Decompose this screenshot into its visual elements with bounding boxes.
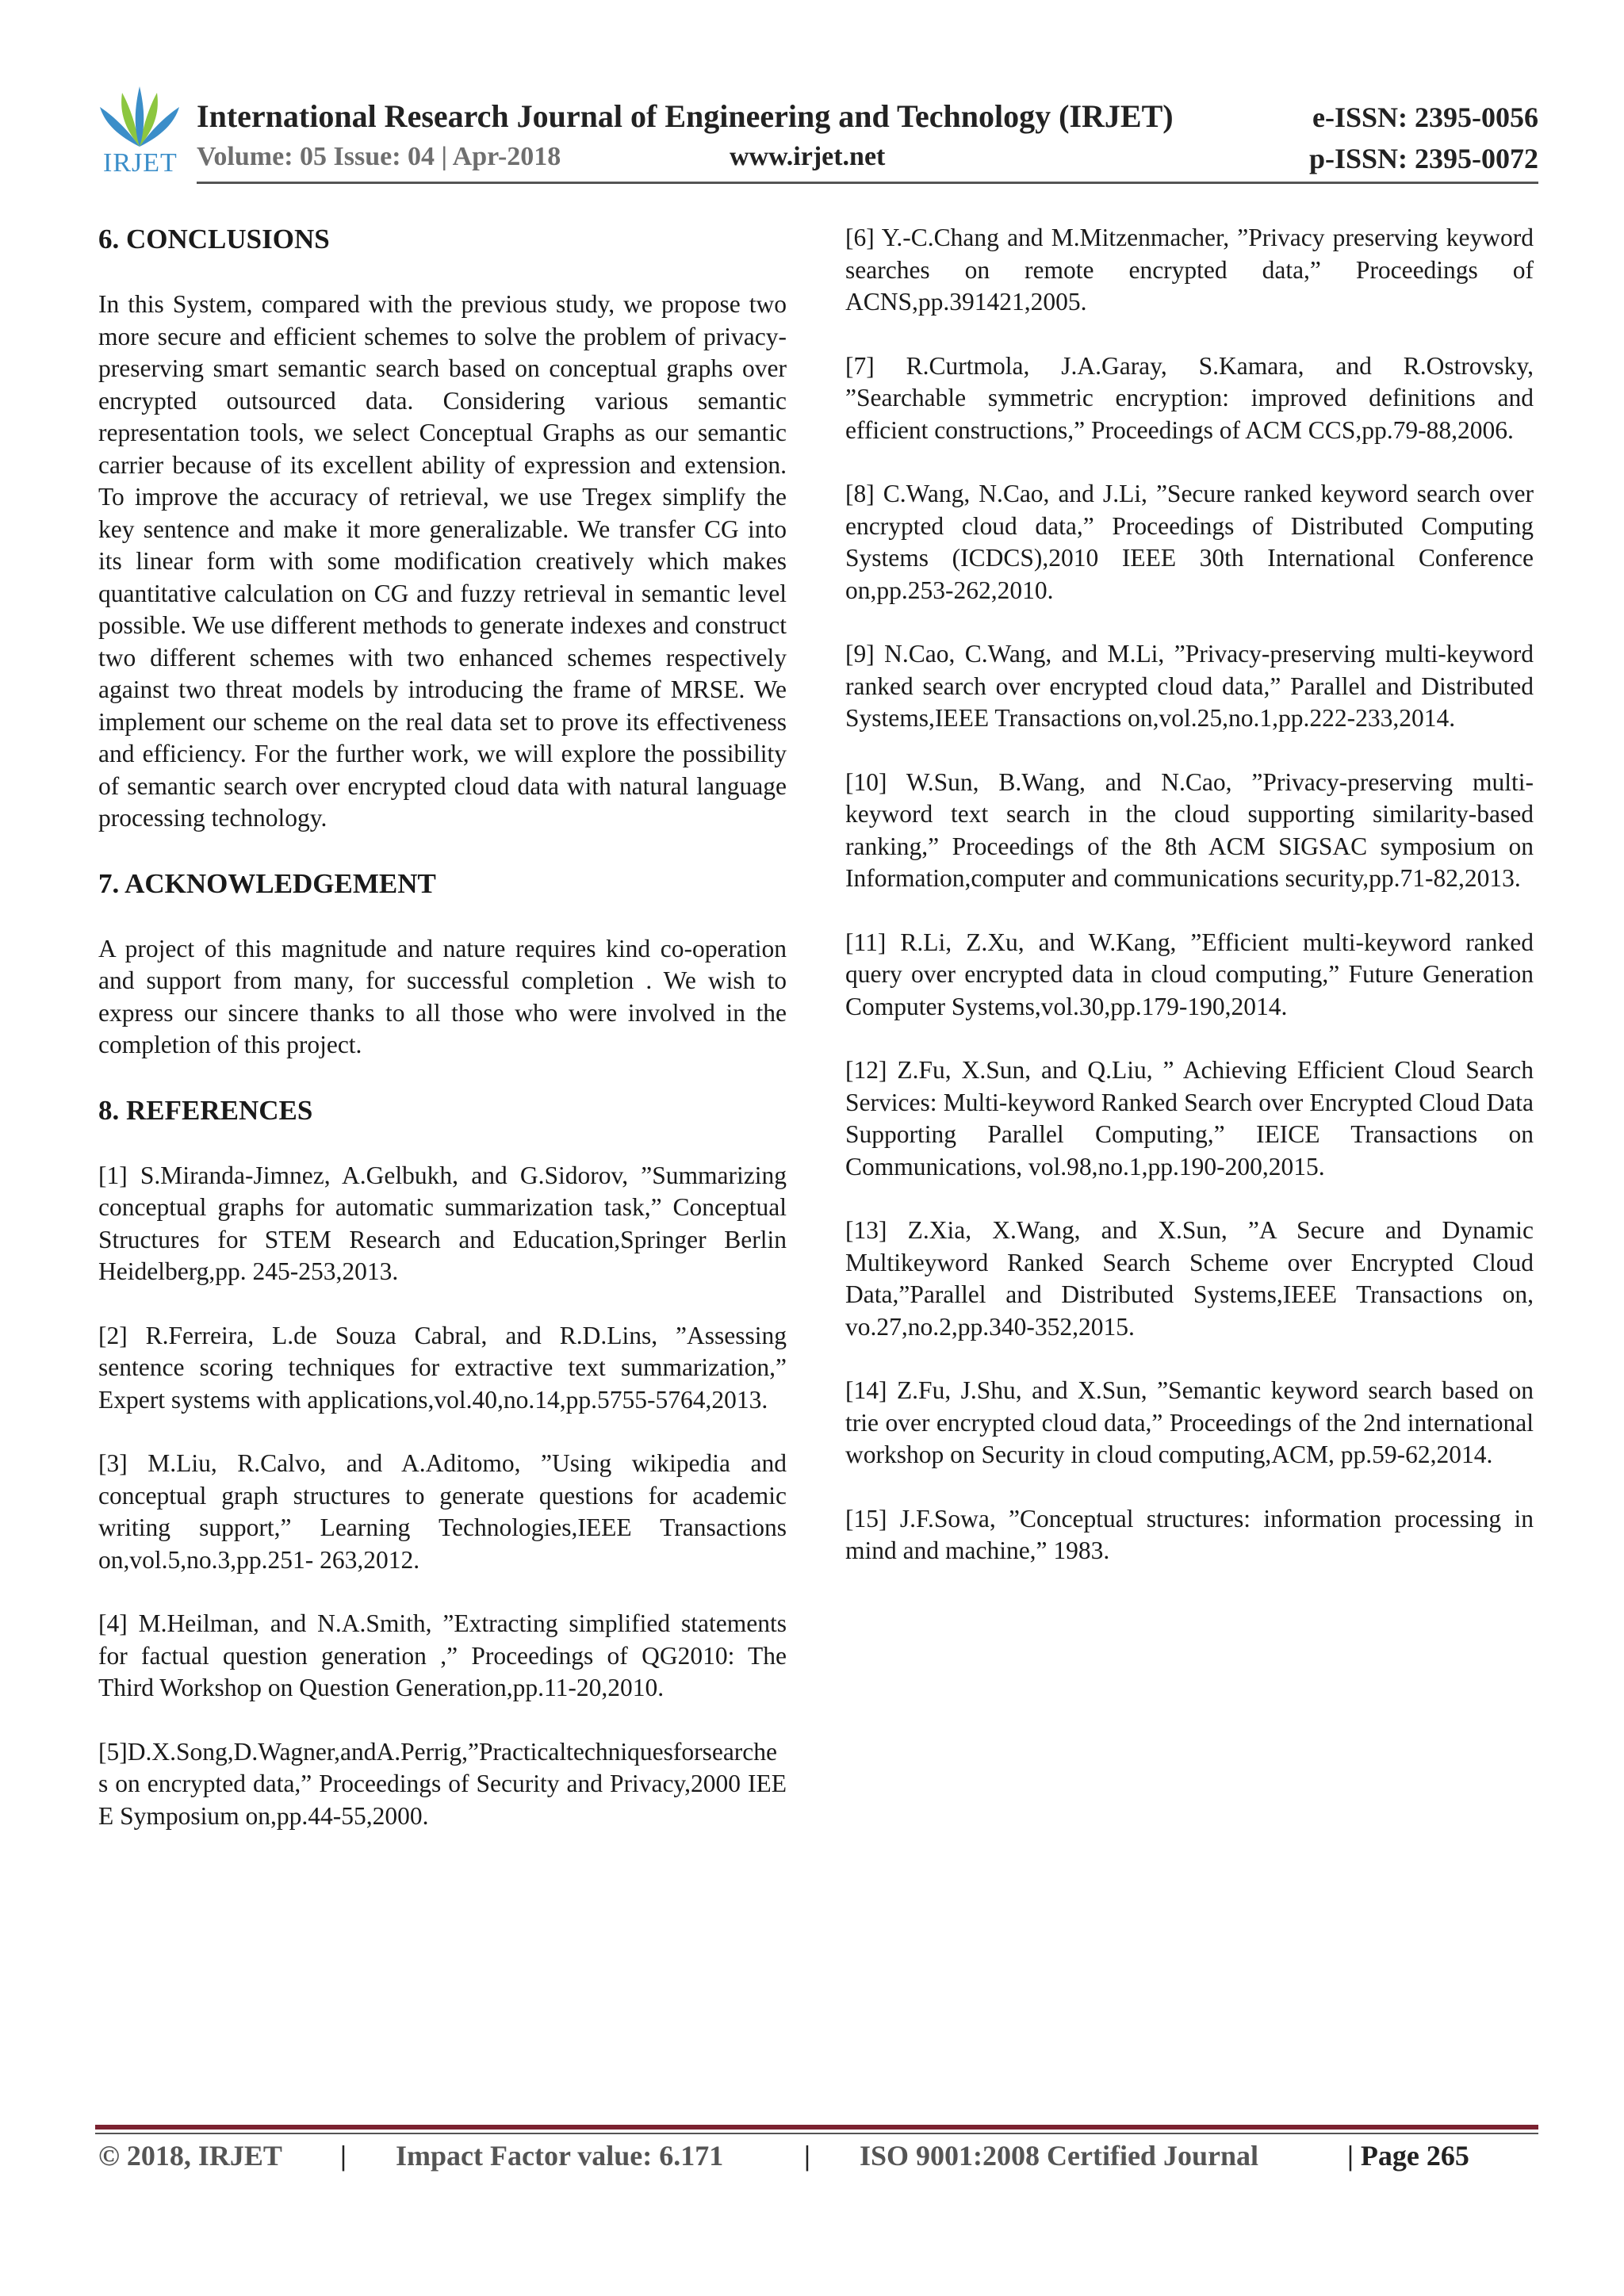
acknowledgement-heading: 7. ACKNOWLEDGEMENT xyxy=(98,867,436,899)
left-column xyxy=(98,222,787,1864)
reference-item: [1] S.Miranda-Jimnez, A.Gelbukh, and G.Sidorov, ”Summarizing conceptual graphs for automatic summarization task,” Conceptual Structures for STEM Research and Education,Springer Berlin Heidelberg,pp. 245-253,2013. xyxy=(98,1161,787,1285)
reference-item: [6] Y.-C.Chang and M.Mitzenmacher, ”Privacy preserving keyword searches on remote encrypted data,” Proceedings of ACNS,pp.391421,2005. xyxy=(845,224,1534,316)
reference-item: [9] N.Cao, C.Wang, and M.Li, ”Privacy-preserving multi-keyword ranked search over encrypted cloud data,” Parallel and Distributed Systems,IEEE Transactions on,vol.25,no.1,pp.222-233,2014. xyxy=(845,640,1534,732)
page-footer xyxy=(98,2139,1542,2187)
footer-impact-factor: Impact Factor value: 6.171 xyxy=(396,2140,724,2172)
reference-item: [11] R.Li, Z.Xu, and W.Kang, ”Efficient multi-keyword ranked query over encrypted data in cloud computing,” Future Generation Computer Systems,vol.30,pp.179-190,2014. xyxy=(845,928,1534,1020)
volume-line: Volume: 05 Issue: 04 | Apr-2018 xyxy=(197,142,561,171)
reference-item: [3] M.Liu, R.Calvo, and A.Aditomo, ”Using wikipedia and conceptual graph structures to generate questions for academic writing support,” Learning Technologies,IEEE Transactions on,vol.5,no.3,pp.251- 263,2012. xyxy=(98,1449,787,1574)
footer-divider xyxy=(95,2125,1538,2130)
header-divider xyxy=(197,182,1538,184)
reference-item: [5]D.X.Song,D.Wagner,andA.Perrig,”Practicaltechniquesforsearches on encrypted data,” Proceedings of Security and Privacy,2000 IEEE Symposium on,pp.44-55,2000. xyxy=(98,1737,787,1830)
reference-item: [10] W.Sun, B.Wang, and N.Cao, ”Privacy-preserving multi-keyword text search in the cloud supporting similarity-based ranking,” Proceedings of the 8th ACM SIGSAC symposium on Information,computer and communications security,pp.71-82,2013. xyxy=(845,767,1534,892)
references-heading: 8. REFERENCES xyxy=(98,1094,313,1126)
journal-website-link[interactable]: www.irjet.net xyxy=(730,142,886,171)
footer-copyright: © 2018, IRJET xyxy=(98,2140,282,2172)
p-issn: p-ISSN: 2395-0072 xyxy=(1308,143,1538,174)
journal-title: International Research Journal of Engineering and Technology (IRJET) xyxy=(197,98,1174,134)
acknowledgement-paragraph: A project of this magnitude and nature requires kind co-operation and support from many, for successful completion . We wish to express our sincere thanks to all those who were involved in the completion of this project. xyxy=(98,934,787,1058)
footer-iso: ISO 9001:2008 Certified Journal xyxy=(860,2140,1258,2172)
reference-item: [13] Z.Xia, X.Wang, and X.Sun, ”A Secure and Dynamic Multikeyword Ranked Search Scheme over Encrypted Cloud Data,”Parallel and Distributed Systems,IEEE Transactions on, vo.27,no.2,pp.340-352,2015. xyxy=(845,1216,1534,1341)
reference-item: [14] Z.Fu, J.Shu, and X.Sun, ”Semantic keyword search based on trie over encrypted cloud data,” Proceedings of the 2nd international workshop on Security in cloud computing,ACM, pp.59-62,2014. xyxy=(845,1376,1534,1468)
conclusions-paragraph: In this System, compared with the previous study, we propose two more secure and efficient schemes to solve the problem of privacy-preserving smart semantic search based on conceptual graphs over encrypted outsourced data. Considering various semantic representation tools, we select Conceptual Graphs as our semantic carrier because of its excellent ability of expression and extension. To improve the accuracy of retrieval, we use Tregex simplify the key sentence and make it more generalizable. We transfer CG into its linear form with some modification creatively which makes quantitative calculation on CG and fuzzy retrieval in semantic level possible. We use different methods to generate indexes and construct two different schemes with two enhanced schemes respectively against two threat models by introducing the frame of MRSE. We implement our scheme on the real data set to prove its effectiveness and efficiency. For the further work, we will explore the possibility of semantic search over encrypted cloud data with natural language processing technology. xyxy=(98,290,787,832)
irjet-logo xyxy=(95,83,184,178)
reference-item: [2] R.Ferreira, L.de Souza Cabral, and R.D.Lins, ”Assessing sentence scoring techniques for extractive text summarization,” Expert systems with applications,vol.40,no.14,pp.5755-5764,2013. xyxy=(98,1321,787,1414)
footer-page-number: | Page 265 xyxy=(1347,2140,1469,2172)
e-issn: e-ISSN: 2395-0056 xyxy=(1312,101,1538,133)
right-column xyxy=(845,222,1534,1599)
conclusions-heading: 6. CONCLUSIONS xyxy=(98,224,330,254)
reference-item: [12] Z.Fu, X.Sun, and Q.Liu, ” Achieving Efficient Cloud Search Services: Multi-keyword Ranked Search over Encrypted Cloud Data Supporting Parallel Computing,” IEICE Transactions on Communications, vol.98,no.1,pp.190-200,2015. xyxy=(845,1056,1534,1181)
footer-divider-thin xyxy=(95,2133,1538,2134)
reference-item: [8] C.Wang, N.Cao, and J.Li, ”Secure ranked keyword search over encrypted cloud data,” Proceedings of Distributed Computing Systems (ICDCS),2010 IEEE 30th International Conference on,pp.253-262,2010. xyxy=(845,480,1534,604)
reference-item: [7] R.Curtmola, J.A.Garay, S.Kamara, and R.Ostrovsky, ”Searchable symmetric encryption: improved definitions and efficient constructions,” Proceedings of ACM CCS,pp.79-88,2006. xyxy=(845,351,1534,444)
footer-separator: | xyxy=(804,2140,810,2172)
page-header xyxy=(95,83,1538,186)
logo-text: IRJET xyxy=(103,148,178,178)
footer-separator: | xyxy=(340,2140,347,2172)
reference-item: [4] M.Heilman, and N.A.Smith, ”Extracting simplified statements for factual question generation ,” Proceedings of QG2010: The Third Workshop on Question Generation,pp.11-20,2010. xyxy=(98,1609,787,1701)
reference-item: [15] J.F.Sowa, ”Conceptual structures: information processing in mind and machine,” 1983. xyxy=(845,1504,1534,1564)
